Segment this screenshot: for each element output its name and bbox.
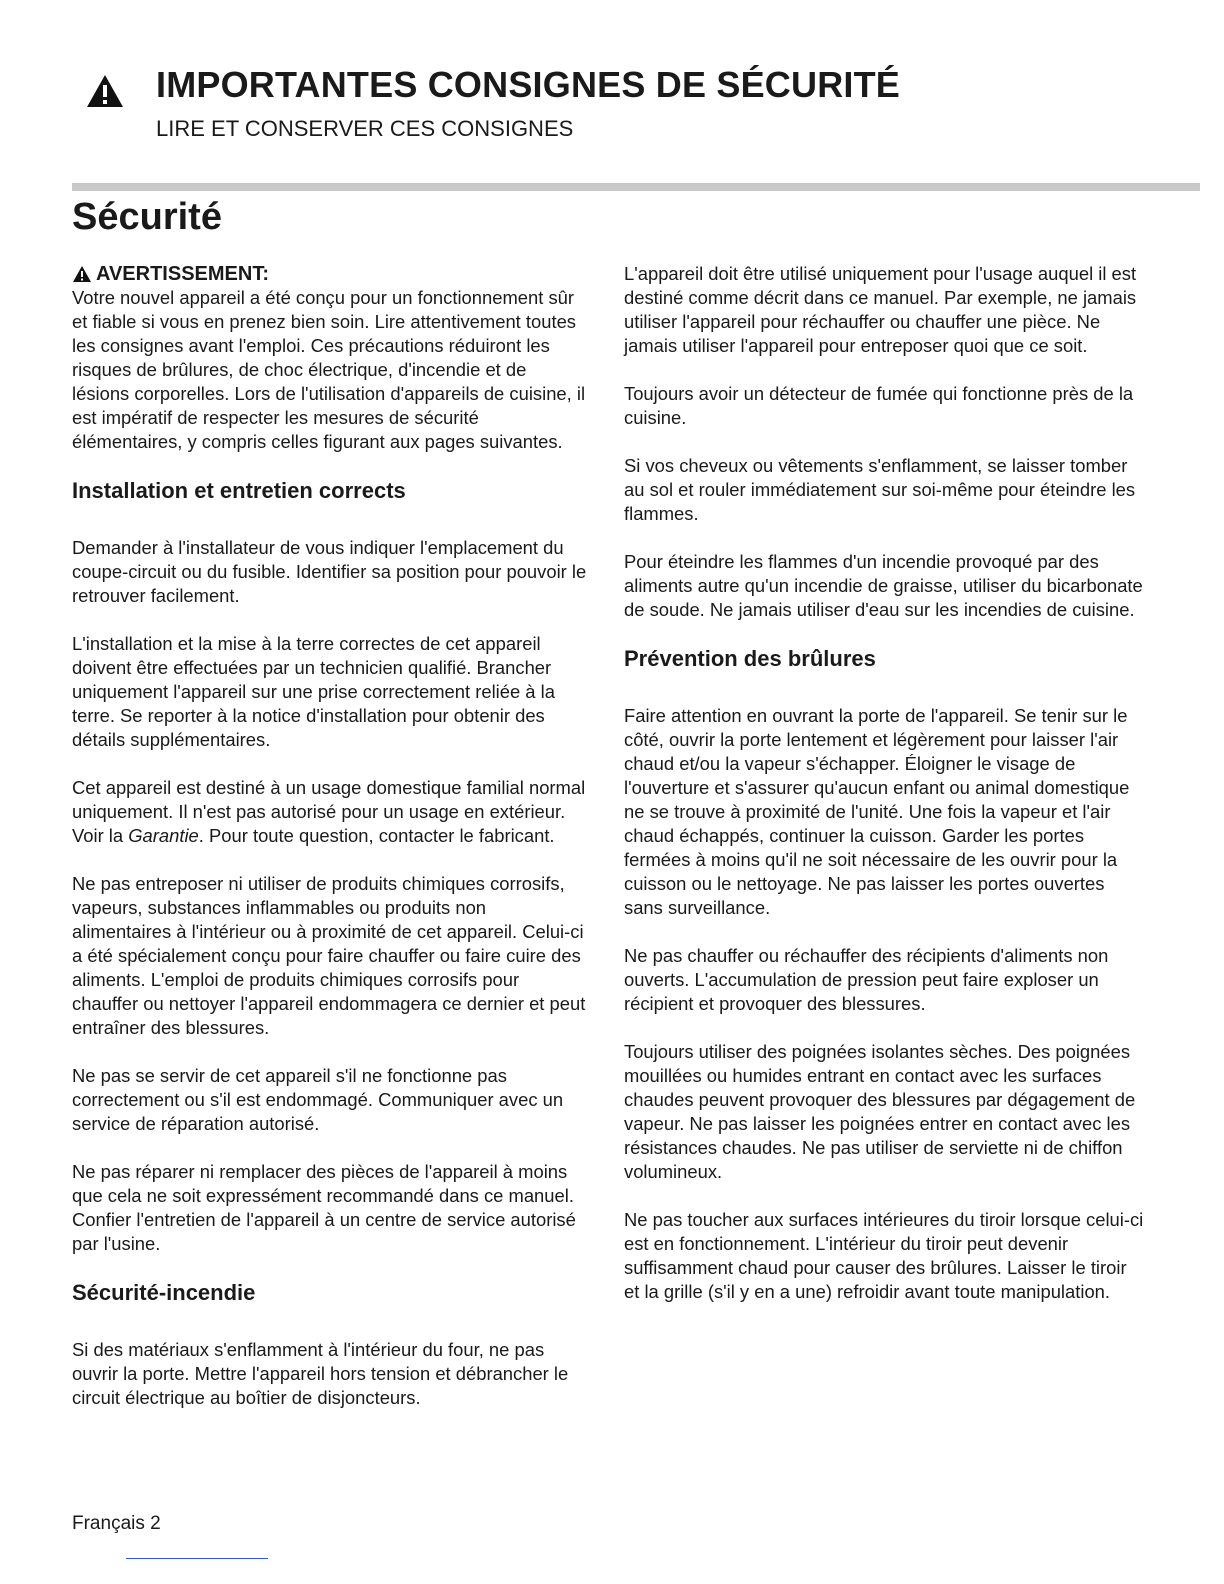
- footer-underline: [126, 1558, 268, 1559]
- smoke-detector-paragraph: Toujours avoir un détecteur de fumée qui fonctionne près de la cuisine.: [624, 383, 1134, 428]
- food-fire-paragraph: Pour éteindre les flammes d'un incendie provoqué par des aliments autre qu'un incendie de graisse, utiliser du bicarbonate de soude. Ne jamais utiliser d'eau sur les incendies de cuisine.: [624, 551, 1143, 620]
- warranty-reference: Garantie: [128, 825, 199, 846]
- fire-safety-heading: Sécurité-incendie: [72, 1280, 256, 1305]
- page-title: IMPORTANTES CONSIGNES DE SÉCURITÉ: [156, 64, 901, 105]
- install-paragraph-6: Ne pas réparer ni remplacer des pièces de l'appareil à moins que cela ne soit expressément recommandé dans ce manuel. Confier l'entretien de l'appareil à un centre de service autorisé par l'usine.: [72, 1161, 576, 1254]
- fire-paragraph-1: Si des matériaux s'enflamment à l'intérieur du four, ne pas ouvrir la porte. Mettre l'appareil hors tension et débrancher le circuit électrique au boîtier de disjoncteurs.: [72, 1339, 569, 1408]
- install-paragraph-5: Ne pas se servir de cet appareil s'il ne fonctionne pas correctement ou s'il est endommagé. Communiquer avec un service de réparation autorisé.: [72, 1065, 564, 1134]
- install-paragraph-1: Demander à l'installateur de vous indiquer l'emplacement du coupe-circuit ou du fusible. Identifier sa position pour pouvoir le retrouver facilement.: [72, 537, 587, 606]
- burn-prevention-heading: Prévention des brûlures: [624, 646, 876, 671]
- burn-paragraph-3: Toujours utiliser des poignées isolantes sèches. Des poignées mouillées ou humides entrant en contact avec les surfaces chaudes peuvent provoquer des blessures par dégagement de vapeur. Ne pas laisser les poignées entrer en contact avec les résistances chaudes. Ne pas utiliser de serviette ni de chiffon volumineux.: [624, 1041, 1136, 1182]
- right-column: [624, 262, 1144, 1328]
- install-paragraph-3: [72, 776, 588, 848]
- left-column: [72, 262, 588, 1434]
- page-subtitle: LIRE ET CONSERVER CES CONSIGNES: [156, 116, 574, 141]
- burn-paragraph-1: Faire attention en ouvrant la porte de l'appareil. Se tenir sur le côté, ouvrir la porte lentement et légèrement pour laisser l'air chaud et/ou la vapeur s'échapper. Éloigner le visage de l'ouverture et s'assurer qu'aucun enfant ou animal domestique ne se trouve à proximité de l'unité. Une fois la vapeur et l'air chaud échappés, continuer la cuisson. Garder les portes fermées à moins qu'il ne soit nécessaire de les ouvrir pour la cuisson ou le nettoyage. Ne pas laisser les portes ouvertes sans surveillance.: [624, 705, 1130, 918]
- warning-label-text: AVERTISSEMENT:: [96, 263, 269, 285]
- warning-paragraph: Votre nouvel appareil a été conçu pour un fonctionnement sûr et fiable si vous en prenez bien soin. Lire attentivement toutes les consignes avant l'emploi. Ces précautions réduiront les risques de brûlures, de choc électrique, d'incendie et de lésions corporelles. Lors de l'utilisation d'appareils de cuisine, il est impératif de respecter les mesures de sécurité élémentaires, y compris celles figurant aux pages suivantes.: [72, 287, 586, 452]
- install-paragraph-3-text: Cet appareil est destiné à un usage domestique familial normal uniquement. Il n'est pas autorisé pour un usage en extérieur. Voir la: [72, 777, 586, 846]
- install-paragraph-2: L'installation et la mise à la terre correctes de cet appareil doivent être effectuées par un technicien qualifié. Brancher uniquement l'appareil sur une prise correctement reliée à la terre. Se reporter à la notice d'installation pour obtenir des détails supplémentaires.: [72, 633, 555, 750]
- page-number: Français 2: [72, 1513, 161, 1534]
- warning-triangle-icon: [72, 265, 92, 283]
- warning-label: [72, 262, 588, 286]
- section-title: Sécurité: [72, 196, 222, 238]
- burn-paragraph-2: Ne pas chauffer ou réchauffer des récipients d'aliments non ouverts. L'accumulation de pression peut faire exploser un récipient et provoquer des blessures.: [624, 945, 1109, 1014]
- install-heading: Installation et entretien corrects: [72, 478, 406, 503]
- install-paragraph-3-end: . Pour toute question, contacter le fabricant.: [198, 825, 555, 846]
- install-paragraph-4: Ne pas entreposer ni utiliser de produits chimiques corrosifs, vapeurs, substances inflammables ou produits non alimentaires à l'intérieur ou à proximité de cet appareil. Celui-ci a été spécialement conçu pour faire chauffer ou faire cuire des aliments. L'emploi de produits chimiques corrosifs pour chauffer ou nettoyer l'appareil endommagera ce dernier et peut entraîner des blessures.: [72, 873, 586, 1038]
- usage-paragraph: L'appareil doit être utilisé uniquement pour l'usage auquel il est destiné comme décrit dans ce manuel. Par exemple, ne jamais utiliser l'appareil pour réchauffer ou chauffer une pièce. Ne jamais utiliser l'appareil pour entreposer quoi que ce soit.: [624, 263, 1137, 356]
- warning-triangle-icon: [86, 74, 124, 108]
- section-divider: [72, 183, 1200, 191]
- clothing-fire-paragraph: Si vos cheveux ou vêtements s'enflamment, se laisser tomber au sol et rouler immédiatement sur soi-même pour éteindre les flammes.: [624, 455, 1136, 524]
- burn-paragraph-4: Ne pas toucher aux surfaces intérieures du tiroir lorsque celui-ci est en fonctionnement. L'intérieur du tiroir peut devenir suffisamment chaud pour causer des brûlures. Laisser le tiroir et la grille (s'il y en a une) refroidir avant toute manipulation.: [624, 1209, 1144, 1302]
